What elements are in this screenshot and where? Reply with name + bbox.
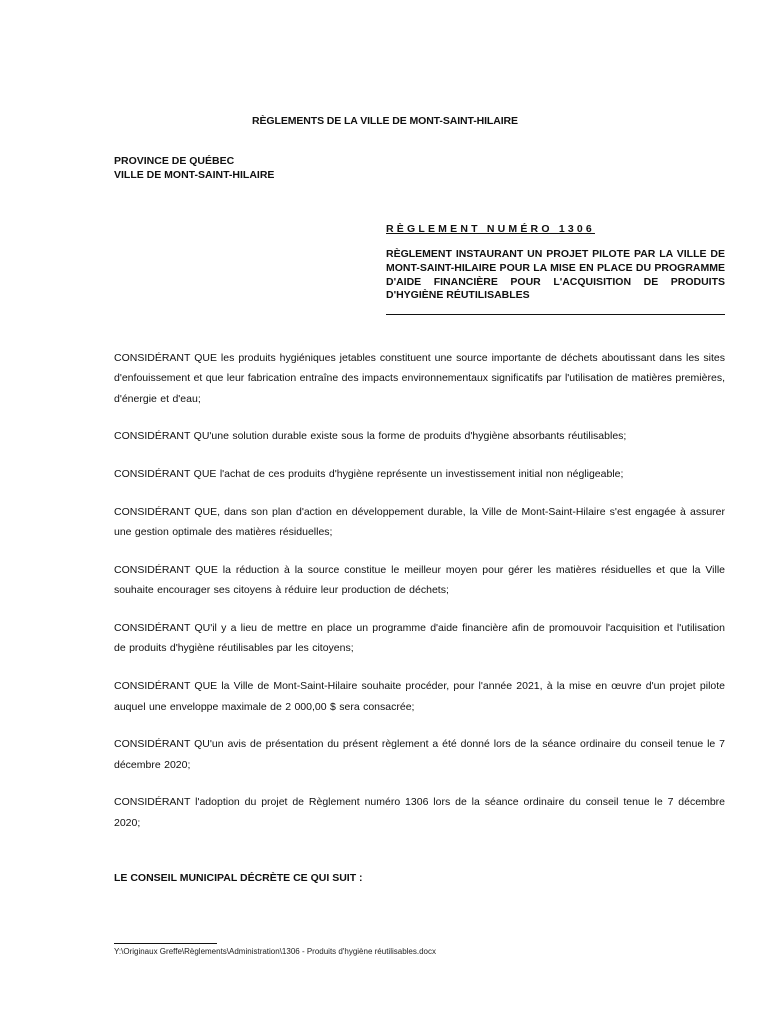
regulation-title: RÈGLEMENT INSTAURANT UN PROJET PILOTE PAR LA VILLE DE MONT-SAINT-HILAIRE POUR LA MISE EN PLACE DU PROGRAMME D'AIDE FINANCIÈRE POUR L'ACQUISITION DE PRODUITS D'HYGIÈNE RÉUTILISABLES	[386, 248, 725, 315]
province-label: PROVINCE DE QUÉBEC	[114, 155, 235, 167]
decree-heading: LE CONSEIL MUNICIPAL DÉCRÈTE CE QUI SUIT :	[114, 872, 363, 884]
city-label: VILLE DE MONT-SAINT-HILAIRE	[114, 169, 275, 181]
regulation-number: RÈGLEMENT NUMÉRO 1306	[386, 223, 595, 235]
considerant-paragraph: CONSIDÉRANT QUE les produits hygiéniques jetables constituent une source importante de déchets aboutissant dans les sites d'enfouissement et que leur fabrication entraîne des impacts environnementaux significatifs par l'utilisation de matières premières, d'énergie et d'eau;	[114, 352, 725, 405]
considerant-paragraph: CONSIDÉRANT QUE, dans son plan d'action en développement durable, la Ville de Mont-Saint-Hilaire s'est engagée à assurer une gestion optimale des matières résiduelles;	[114, 505, 725, 539]
footnote-divider	[114, 943, 217, 944]
considerants-list	[114, 348, 725, 851]
considerant-paragraph: CONSIDÉRANT QUE la réduction à la source constitue le meilleur moyen pour gérer les matières résiduelles et que la Ville souhaite encourager ses citoyens à réduire leur production de déchets;	[114, 564, 725, 597]
document-heading: RÈGLEMENTS DE LA VILLE DE MONT-SAINT-HILAIRE	[252, 115, 518, 127]
footer-file-path: Y:\Originaux Greffe\Règlements\Administration\1306 - Produits d'hygiène réutilisables.docx	[114, 947, 436, 956]
considerant-paragraph: CONSIDÉRANT QU'il y a lieu de mettre en place un programme d'aide financière afin de promouvoir l'acquisition et l'utilisation de produits d'hygiène réutilisables par les citoyens;	[114, 622, 725, 655]
considerant-paragraph: CONSIDÉRANT QU'un avis de présentation du présent règlement a été donné lors de la séance ordinaire du conseil tenue le 7 décembre 2020;	[114, 738, 725, 771]
considerant-paragraph: CONSIDÉRANT l'adoption du projet de Règlement numéro 1306 lors de la séance ordinaire du conseil tenue le 7 décembre 2020;	[114, 796, 725, 829]
jurisdiction-block	[114, 154, 274, 182]
considerant-paragraph: CONSIDÉRANT QUE l'achat de ces produits d'hygiène représente un investissement initial non négligeable;	[114, 468, 624, 481]
considerant-paragraph: CONSIDÉRANT QU'une solution durable existe sous la forme de produits d'hygiène absorbants réutilisables;	[114, 430, 627, 443]
considerant-paragraph: CONSIDÉRANT QUE la Ville de Mont-Saint-Hilaire souhaite procéder, pour l'année 2021, à la mise en œuvre d'un projet pilote auquel une enveloppe maximale de 2 000,00 $ sera consacrée;	[114, 680, 725, 713]
